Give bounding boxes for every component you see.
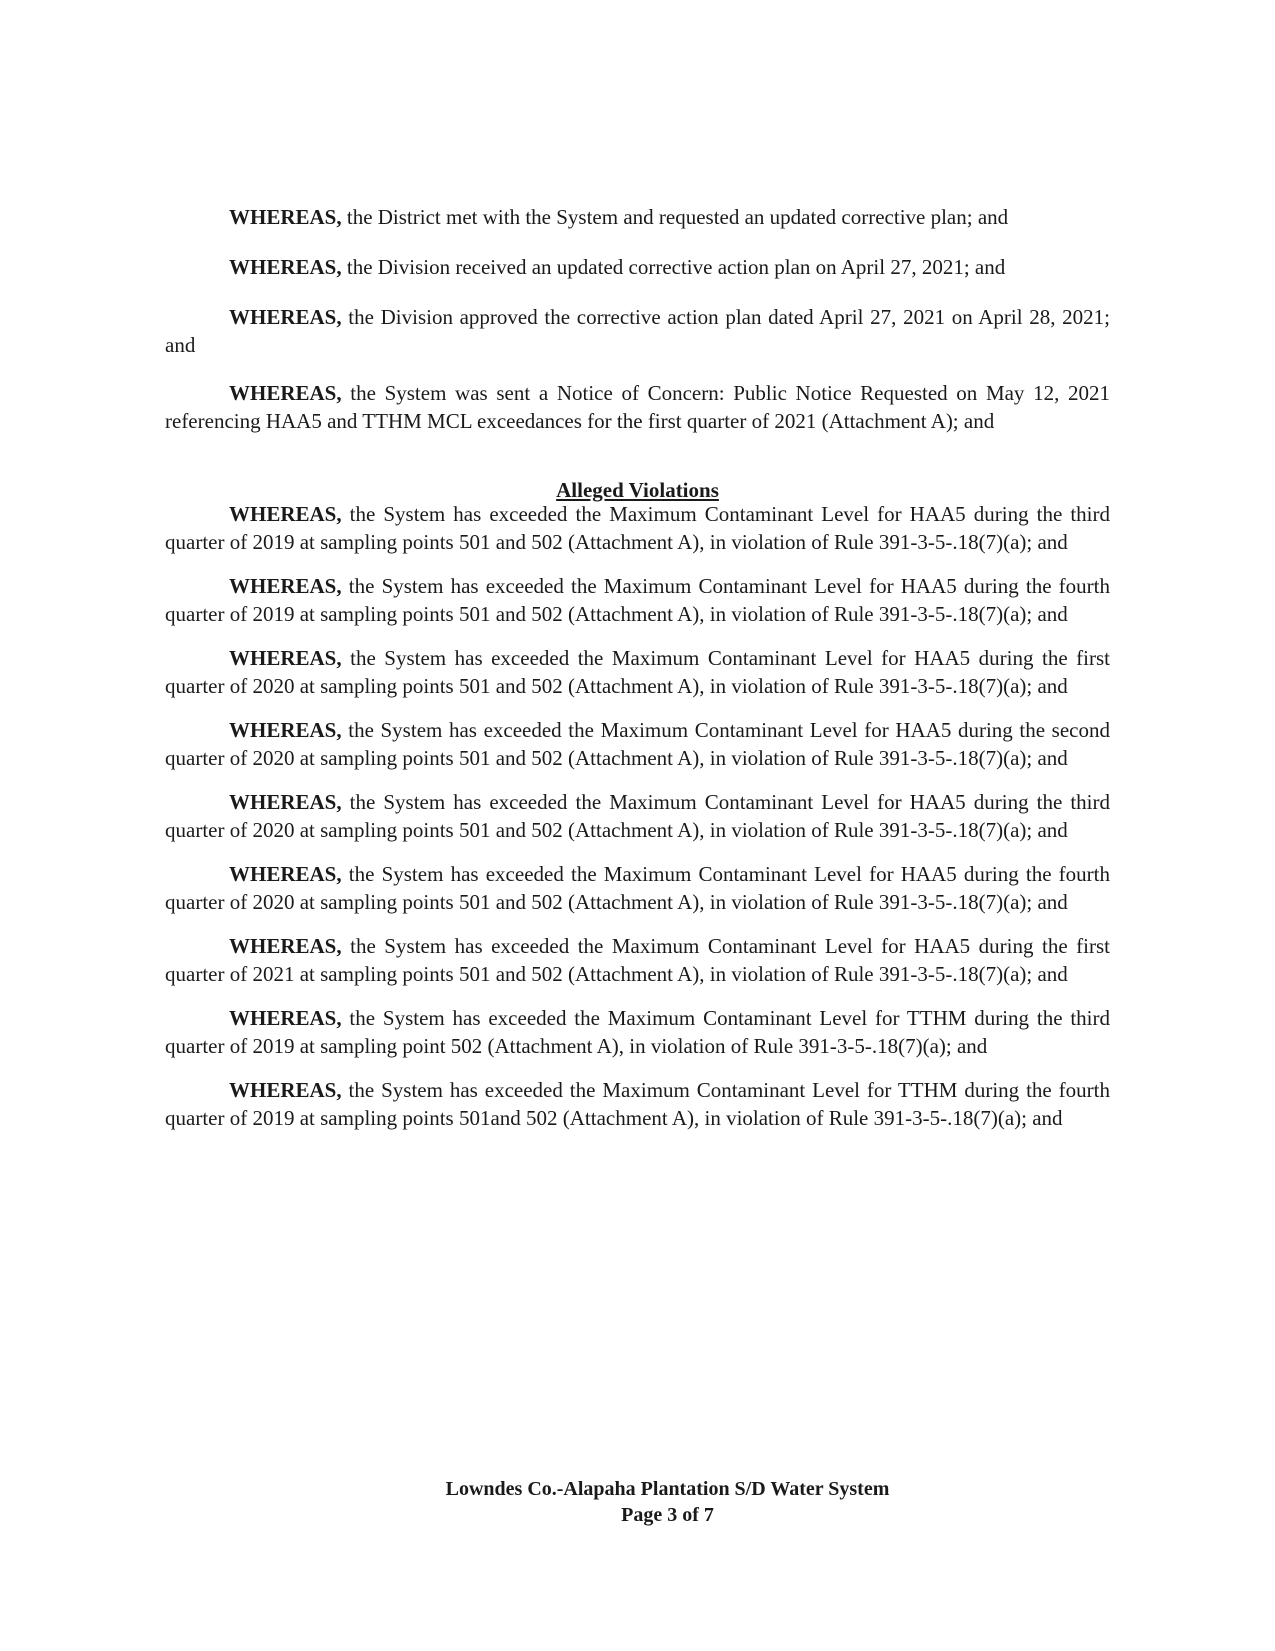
whereas-lead: WHEREAS, (229, 255, 342, 279)
violation-paragraph (165, 500, 1110, 556)
paragraph-text: the District met with the System and requested an updated corrective plan; and (341, 205, 1009, 229)
whereas-lead: WHEREAS, (229, 574, 342, 598)
violation-paragraph (165, 860, 1110, 916)
violation-paragraph (165, 788, 1110, 844)
whereas-lead: WHEREAS, (229, 646, 342, 670)
paragraph-text: the System was sent a Notice of Concern: Public Notice Requested on May 12, 2021 referencing HAA5 and TTHM MCL exceedances for the first quarter of 2021 (Attachment A); and (165, 381, 1110, 433)
violation-paragraph (165, 572, 1110, 628)
footer-system-name: Lowndes Co.-Alapaha Plantation S/D Water System (445, 1478, 890, 1500)
whereas-lead: WHEREAS, (229, 205, 342, 229)
violation-paragraph (165, 932, 1110, 988)
whereas-lead: WHEREAS, (229, 718, 342, 742)
whereas-lead: WHEREAS, (229, 790, 342, 814)
footer-page-number: Page 3 of 7 (621, 1504, 714, 1526)
paragraph-text: the System has exceeded the Maximum Contaminant Level for TTHM during the fourth quarter of 2019 at sampling points 501and 502 (Attachment A), in violation of Rule 391-3-5-.18(7)(a); and (165, 1078, 1110, 1130)
section-heading: Alleged Violations (556, 478, 719, 502)
paragraph-text: the Division received an updated corrective action plan on April 27, 2021; and (341, 255, 1006, 279)
whereas-paragraph (165, 303, 1110, 359)
whereas-lead: WHEREAS, (229, 862, 342, 886)
violations-section (165, 500, 1110, 1132)
paragraph-text: the System has exceeded the Maximum Contaminant Level for HAA5 during the third quarter of 2020 at sampling points 501 and 502 (Attachment A), in violation of Rule 391-3-5-.18(7)(a); and (165, 790, 1110, 842)
violation-paragraph (165, 644, 1110, 700)
paragraph-text: the System has exceeded the Maximum Contaminant Level for HAA5 during the second quarter of 2020 at sampling points 501 and 502 (Attachment A), in violation of Rule 391-3-5-.18(7)(a); and (165, 718, 1110, 770)
paragraph-text: the System has exceeded the Maximum Contaminant Level for HAA5 during the first quarter of 2021 at sampling points 501 and 502 (Attachment A), in violation of Rule 391-3-5-.18(7)(a); and (165, 934, 1110, 986)
paragraph-text: the System has exceeded the Maximum Contaminant Level for HAA5 during the first quarter of 2020 at sampling points 501 and 502 (Attachment A), in violation of Rule 391-3-5-.18(7)(a); and (165, 646, 1110, 698)
whereas-paragraph (165, 253, 1110, 281)
whereas-lead: WHEREAS, (229, 305, 342, 329)
paragraph-text: the System has exceeded the Maximum Contaminant Level for HAA5 during the fourth quarter of 2020 at sampling points 501 and 502 (Attachment A), in violation of Rule 391-3-5-.18(7)(a); and (165, 862, 1110, 914)
whereas-lead: WHEREAS, (229, 1078, 342, 1102)
paragraph-text: the Division approved the corrective action plan dated April 27, 2021 on April 28, 2021; and (165, 305, 1110, 357)
violation-paragraph (165, 1076, 1110, 1132)
paragraph-text: the System has exceeded the Maximum Contaminant Level for TTHM during the third quarter of 2019 at sampling point 502 (Attachment A), in violation of Rule 391-3-5-.18(7)(a); and (165, 1006, 1110, 1058)
paragraph-text: the System has exceeded the Maximum Contaminant Level for HAA5 during the fourth quarter of 2019 at sampling points 501 and 502 (Attachment A), in violation of Rule 391-3-5-.18(7)(a); and (165, 574, 1110, 626)
preamble-section (165, 203, 1110, 435)
whereas-lead: WHEREAS, (229, 934, 342, 958)
whereas-lead: WHEREAS, (229, 502, 342, 526)
whereas-paragraph (165, 203, 1110, 231)
page-footer (165, 1476, 1170, 1528)
whereas-lead: WHEREAS, (229, 1006, 342, 1030)
whereas-paragraph (165, 379, 1110, 435)
violation-paragraph (165, 716, 1110, 772)
paragraph-text: the System has exceeded the Maximum Contaminant Level for HAA5 during the third quarter of 2019 at sampling points 501 and 502 (Attachment A), in violation of Rule 391-3-5-.18(7)(a); and (165, 502, 1110, 554)
violation-paragraph (165, 1004, 1110, 1060)
whereas-lead: WHEREAS, (229, 381, 342, 405)
